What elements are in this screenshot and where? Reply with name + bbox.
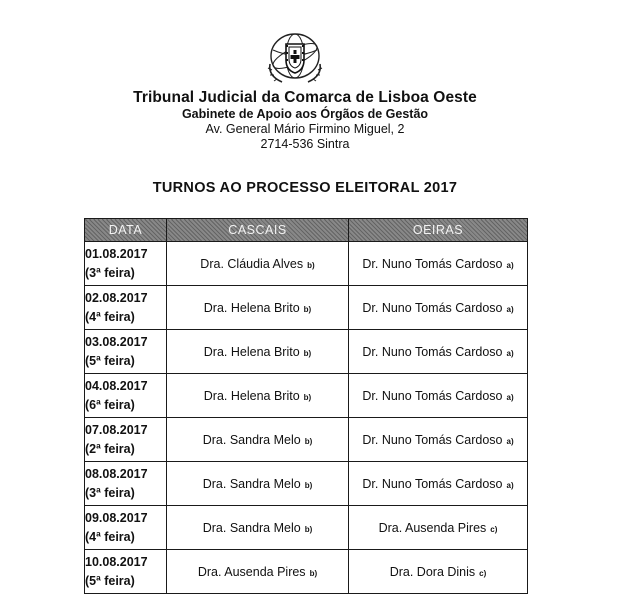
- date-text: 02.08.2017: [85, 291, 148, 305]
- date-cell: [85, 242, 167, 286]
- oeiras-note: a): [506, 480, 514, 490]
- oeiras-note: a): [506, 304, 514, 314]
- date-text: 01.08.2017: [85, 247, 148, 261]
- date-cell: [85, 506, 167, 550]
- address-street: Av. General Mário Firmino Miguel, 2: [205, 122, 405, 136]
- oeiras-cell: [349, 462, 528, 506]
- table-row: [85, 550, 528, 594]
- cascais-cell: [167, 242, 349, 286]
- weekday-text: (4ª feira): [85, 310, 135, 324]
- date-text: 04.08.2017: [85, 379, 148, 393]
- table-row: [85, 374, 528, 418]
- cascais-note: b): [307, 260, 315, 270]
- court-name: Tribunal Judicial da Comarca de Lisboa Oeste: [133, 89, 477, 106]
- weekday-text: (4ª feira): [85, 530, 135, 544]
- cascais-judge: Dra. Ausenda Pires: [197, 564, 306, 579]
- date-cell: [85, 418, 167, 462]
- cascais-cell: [167, 506, 349, 550]
- cascais-cell: [167, 462, 349, 506]
- coat-of-arms-icon: [264, 26, 326, 86]
- cascais-judge: Dra. Sandra Melo: [202, 432, 301, 447]
- oeiras-note: a): [506, 392, 514, 402]
- oeiras-cell: [349, 242, 528, 286]
- cascais-note: b): [303, 304, 312, 314]
- cascais-cell: [167, 550, 349, 594]
- oeiras-judge: Dr. Nuno Tomás Cardoso: [362, 476, 503, 491]
- oeiras-note: c): [479, 568, 487, 578]
- date-cell: [85, 462, 167, 506]
- weekday-text: (5ª feira): [85, 574, 135, 588]
- table-row: [85, 418, 528, 462]
- cascais-judge: Dra. Helena Brito: [203, 388, 300, 403]
- table-header-row: [85, 219, 528, 242]
- oeiras-judge: Dr. Nuno Tomás Cardoso: [362, 344, 503, 359]
- department-name: Gabinete de Apoio aos Órgãos de Gestão: [181, 107, 429, 121]
- cascais-note: b): [304, 524, 313, 534]
- weekday-text: (3ª feira): [85, 486, 135, 500]
- oeiras-judge: Dr. Nuno Tomás Cardoso: [362, 300, 503, 315]
- cascais-cell: [167, 418, 349, 462]
- cascais-judge: Dra. Sandra Melo: [202, 520, 301, 535]
- cascais-note: b): [304, 480, 313, 490]
- cascais-judge: Dra. Helena Brito: [203, 344, 300, 359]
- oeiras-judge: Dra. Ausenda Pires: [378, 520, 487, 535]
- table-row: [85, 462, 528, 506]
- table-row: [85, 506, 528, 550]
- weekday-text: (5ª feira): [85, 354, 135, 368]
- oeiras-judge: Dra. Dora Dinis: [389, 564, 476, 579]
- cascais-note: b): [303, 392, 312, 402]
- oeiras-cell: [349, 550, 528, 594]
- table-row: [85, 242, 528, 286]
- date-text: 10.08.2017: [85, 555, 148, 569]
- date-cell: [85, 286, 167, 330]
- oeiras-judge: Dr. Nuno Tomás Cardoso: [362, 432, 503, 447]
- address-postcode: 2714-536 Sintra: [260, 137, 350, 151]
- oeiras-note: a): [506, 260, 514, 270]
- column-header-oeiras: OEIRAS: [349, 219, 528, 242]
- cascais-cell: [167, 286, 349, 330]
- date-cell: [85, 374, 167, 418]
- column-header-cascais: CASCAIS: [167, 219, 349, 242]
- cascais-cell: [167, 374, 349, 418]
- oeiras-note: a): [506, 348, 514, 358]
- oeiras-cell: [349, 374, 528, 418]
- oeiras-cell: [349, 418, 528, 462]
- date-cell: [85, 330, 167, 374]
- cascais-note: b): [309, 568, 318, 578]
- oeiras-cell: [349, 330, 528, 374]
- oeiras-note: a): [506, 436, 514, 446]
- document-header: [0, 88, 610, 152]
- cascais-judge: Dra. Cláudia Alves: [200, 256, 304, 271]
- weekday-text: (2ª feira): [85, 442, 135, 456]
- date-text: 07.08.2017: [85, 423, 148, 437]
- cascais-judge: Dra. Helena Brito: [203, 300, 300, 315]
- schedule-table: [84, 218, 528, 594]
- cascais-note: b): [304, 436, 313, 446]
- date-text: 08.08.2017: [85, 467, 148, 481]
- document-title: TURNOS AO PROCESSO ELEITORAL 2017: [152, 180, 458, 196]
- table-row: [85, 330, 528, 374]
- oeiras-cell: [349, 506, 528, 550]
- column-header-date: DATA: [85, 219, 167, 242]
- date-cell: [85, 550, 167, 594]
- date-text: 03.08.2017: [85, 335, 148, 349]
- table-row: [85, 286, 528, 330]
- date-text: 09.08.2017: [85, 511, 148, 525]
- oeiras-judge: Dr. Nuno Tomás Cardoso: [362, 388, 503, 403]
- cascais-judge: Dra. Sandra Melo: [202, 476, 301, 491]
- weekday-text: (6ª feira): [85, 398, 135, 412]
- oeiras-cell: [349, 286, 528, 330]
- oeiras-note: c): [490, 524, 498, 534]
- cascais-note: b): [303, 348, 312, 358]
- oeiras-judge: Dr. Nuno Tomás Cardoso: [362, 256, 503, 271]
- cascais-cell: [167, 330, 349, 374]
- weekday-text: (3ª feira): [85, 266, 135, 280]
